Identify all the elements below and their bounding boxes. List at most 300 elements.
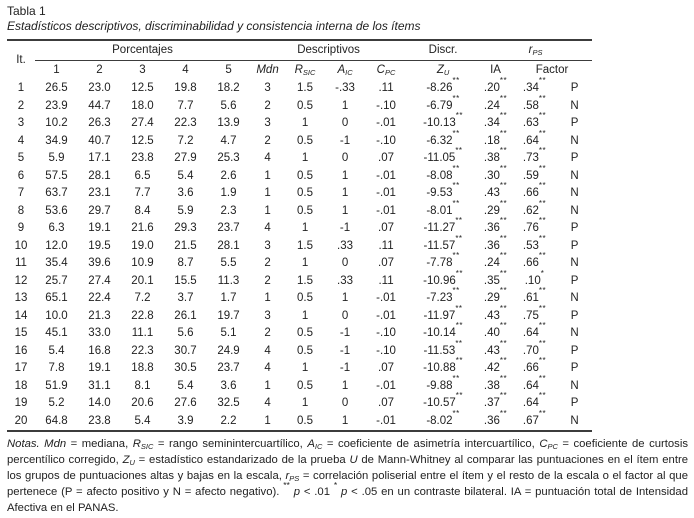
cell: 5.4: [177, 169, 194, 182]
cell: .38**: [483, 146, 508, 164]
cell: 64.8: [45, 414, 68, 427]
cell: -11.97**: [423, 303, 463, 322]
cell: 13.9: [217, 117, 240, 129]
cell: N: [570, 414, 579, 427]
cell: .66**: [522, 251, 547, 269]
cell: .40**: [483, 321, 508, 339]
cell: 5.1: [220, 327, 237, 339]
note-segment: PC: [547, 442, 558, 451]
cell: 1.5: [297, 82, 314, 94]
note-segment: = coeficiente de curtosis percentílico corregido,: [7, 438, 688, 466]
cell: -.10: [376, 327, 396, 339]
note-segment: **: [283, 480, 290, 490]
cell: N: [570, 292, 579, 304]
cell: 28.1: [217, 239, 240, 252]
cell: .76**: [522, 216, 547, 234]
cell: 63.7: [45, 187, 68, 199]
item-number: 18: [14, 379, 28, 392]
cell: 30.7: [174, 344, 197, 357]
cell: 1: [264, 379, 271, 392]
cell: 40.7: [88, 134, 111, 147]
item-number: 12: [14, 274, 28, 287]
cell: 1.9: [220, 187, 237, 199]
cell: .75**: [522, 303, 547, 322]
cell: .53**: [522, 233, 547, 252]
column-header-3: 3: [139, 64, 146, 76]
cell: 1: [341, 292, 349, 304]
cell: .64**: [522, 373, 547, 392]
cell: 1: [301, 257, 309, 269]
cell: 57.5: [45, 169, 68, 182]
note-segment: PS: [289, 474, 300, 483]
cell: .59**: [522, 163, 547, 182]
item-number: 11: [15, 257, 27, 269]
cell: .38**: [483, 373, 508, 392]
column-header-r: $R_{SIC}$: [294, 64, 316, 77]
item-number: 13: [14, 292, 28, 304]
cell: 39.6: [88, 257, 111, 269]
note-segment: < .01: [300, 486, 334, 498]
cell: 19.1: [88, 222, 111, 234]
group-header-descriptivos: Descriptivos: [250, 40, 407, 61]
item-number: 9: [17, 222, 25, 234]
cell: -1: [339, 344, 351, 357]
column-header-factor: Factor: [535, 64, 569, 76]
cell: 19.0: [131, 239, 154, 252]
cell: 23.9: [45, 99, 68, 112]
cell: -.10: [376, 344, 396, 357]
cell: 2: [264, 257, 271, 269]
cell: 4: [264, 397, 271, 409]
group-header-discr-: Discr.: [407, 40, 479, 61]
cell: 28.1: [88, 169, 111, 182]
cell: .63**: [522, 111, 547, 129]
cell: -1: [339, 222, 351, 234]
cell: 2: [264, 274, 271, 287]
item-number: 5: [17, 152, 25, 164]
note-segment: p: [341, 486, 348, 498]
cell: 1: [341, 99, 349, 112]
cell: 19.8: [174, 82, 197, 94]
cell: .36**: [483, 233, 508, 252]
cell: N: [570, 134, 579, 147]
cell: N: [570, 379, 579, 392]
cell: N: [570, 169, 579, 182]
cell: 22.3: [174, 117, 197, 129]
cell: 27.6: [174, 397, 197, 409]
table-body: [7, 76, 592, 431]
cell: 53.6: [45, 204, 68, 217]
note-segment: p: [293, 486, 300, 498]
note-segment: A: [307, 438, 315, 450]
item-number: 10: [14, 239, 28, 252]
column-header-c: $C_{PC}$: [376, 64, 396, 77]
note-segment: R: [132, 438, 141, 450]
stats-table: [7, 39, 592, 432]
cell: P: [570, 362, 579, 374]
cell: .36**: [483, 216, 508, 234]
cell: 29.3: [174, 222, 197, 234]
note-segment: = rango seminintercuartílico,: [153, 438, 308, 450]
note-segment: C: [539, 438, 548, 450]
cell: .29**: [483, 198, 508, 217]
cell: 10.2: [45, 117, 68, 129]
cell: .11: [378, 274, 394, 287]
cell: .34**: [522, 76, 547, 94]
cell: 1: [341, 187, 349, 199]
cell: N: [570, 99, 579, 112]
cell: -10.88**: [423, 356, 463, 374]
item-number: 17: [14, 362, 28, 374]
cell: 3: [264, 239, 271, 252]
cell: P: [570, 239, 579, 252]
cell: 5.6: [220, 99, 237, 112]
cell: .66**: [522, 181, 547, 199]
cell: 4: [264, 362, 271, 374]
cell: 1: [264, 292, 271, 304]
cell: 3.9: [177, 414, 194, 427]
cell: .64**: [522, 128, 547, 147]
cell: .33: [337, 274, 354, 287]
cell: 5.4: [48, 344, 65, 357]
cell: 12.0: [45, 239, 68, 252]
group-header-porcentajes: Porcentajes: [35, 40, 250, 61]
cell: .66**: [522, 356, 547, 374]
cell: P: [570, 117, 579, 129]
note-segment: U: [349, 454, 358, 466]
cell: 25.7: [45, 274, 68, 287]
cell: -7.23**: [426, 286, 460, 304]
note-segment: = estadístico estandarizado de la prueba: [134, 454, 350, 466]
note-segment: = correlación poliserial entre el ítem y el resto de la escala o el factor al que pertenece (P = afecto positivo y N = afecto negativo).: [7, 470, 688, 498]
cell: .61**: [522, 286, 547, 304]
cell: 0: [341, 152, 349, 164]
cell: 2: [264, 99, 271, 112]
cell: .43**: [483, 338, 508, 357]
cell: .36**: [483, 408, 508, 427]
note-segment: IC: [314, 442, 323, 451]
cell: -8.08**: [426, 163, 460, 182]
cell: N: [570, 327, 579, 339]
note-segment: = mediana,: [66, 438, 133, 450]
cell: .11: [378, 82, 394, 94]
cell: 22.8: [131, 309, 154, 322]
cell: 0: [341, 397, 349, 409]
cell: 2: [264, 134, 271, 147]
cell: 14.0: [88, 397, 111, 409]
cell: -1: [339, 327, 351, 339]
cell: 35.4: [45, 257, 68, 269]
cell: 3.6: [220, 379, 237, 392]
item-number: 15: [14, 327, 28, 339]
note-segment: U: [129, 458, 135, 467]
cell: .11: [378, 239, 394, 252]
item-number: 3: [17, 117, 25, 129]
cell: 2.3: [220, 204, 237, 217]
cell: 12.5: [131, 134, 154, 147]
cell: 0: [341, 257, 349, 269]
cell: .43**: [483, 303, 508, 322]
cell: -.01: [376, 169, 396, 182]
cell: .07: [378, 257, 395, 269]
cell: 34.9: [45, 134, 68, 147]
cell: 10.0: [45, 309, 68, 322]
cell: .29**: [483, 286, 508, 304]
cell: 5.4: [134, 414, 151, 427]
cell: 27.9: [174, 152, 197, 164]
cell: 2.6: [220, 169, 237, 182]
cell: 2: [264, 327, 271, 339]
cell: 7.7: [134, 187, 151, 199]
cell: 5.2: [48, 397, 65, 409]
column-header-item: It.: [16, 54, 26, 66]
cell: .10*: [524, 268, 545, 287]
cell: 22.3: [131, 344, 154, 357]
cell: P: [570, 222, 579, 234]
cell: -8.01**: [426, 198, 460, 217]
note-segment: r: [285, 470, 290, 482]
cell: -9.88**: [426, 373, 460, 392]
cell: -.01: [376, 379, 396, 392]
cell: 0.5: [297, 134, 314, 147]
cell: 23.8: [88, 414, 111, 427]
note-segment: Mdn: [44, 438, 67, 450]
cell: 4: [264, 222, 271, 234]
cell: -.01: [376, 414, 396, 427]
cell: 1: [301, 309, 309, 322]
cell: 19.1: [88, 362, 111, 374]
cell: 11.3: [217, 274, 240, 287]
note-segment: *: [333, 480, 338, 490]
cell: 3.7: [177, 292, 194, 304]
cell: 26.5: [45, 82, 68, 94]
cell: 21.3: [88, 309, 111, 322]
cell: -6.79**: [426, 93, 460, 112]
note-segment: = coeficiente de asimetría intercuartílico,: [322, 438, 540, 450]
cell: -.01: [376, 187, 396, 199]
cell: 22.4: [88, 292, 111, 304]
cell: 26.1: [174, 309, 197, 322]
item-number: 4: [17, 134, 25, 147]
cell: .43**: [483, 181, 508, 199]
cell: 18.0: [131, 99, 154, 112]
column-header-z: $Z_U$: [436, 64, 450, 77]
cell: 1.5: [297, 239, 314, 252]
cell: .35**: [483, 268, 508, 287]
cell: 5.4: [177, 379, 194, 392]
cell: .73**: [522, 146, 547, 164]
cell: 0.5: [297, 169, 314, 182]
cell: 1: [264, 414, 271, 427]
cell: .07: [378, 397, 395, 409]
cell: .64**: [522, 391, 547, 409]
item-number: 1: [17, 82, 25, 94]
cell: N: [570, 257, 579, 269]
column-header-4: 4: [182, 64, 189, 76]
cell: -1: [339, 362, 351, 374]
cell: 7.7: [177, 99, 194, 112]
cell: .07: [378, 222, 395, 234]
cell: 23.7: [217, 222, 240, 234]
item-number: 8: [17, 204, 25, 217]
cell: 0.5: [297, 344, 314, 357]
cell: -.10: [376, 99, 396, 112]
table-row: [7, 413, 592, 432]
item-number: 6: [17, 169, 25, 182]
cell: 30.5: [174, 362, 197, 374]
item-number: 20: [14, 414, 28, 427]
cell: .07: [378, 362, 395, 374]
cell: -10.96**: [423, 268, 463, 287]
cell: 3: [264, 117, 271, 129]
cell: 0.5: [297, 204, 314, 217]
cell: 26.3: [88, 117, 111, 129]
cell: 7.2: [177, 134, 194, 147]
table-notes: [7, 436, 688, 516]
cell: 0.5: [297, 414, 314, 427]
cell: 11.1: [131, 327, 154, 339]
item-number: 7: [17, 187, 25, 199]
cell: 31.1: [88, 379, 111, 392]
cell: .67**: [522, 408, 547, 427]
cell: 0: [341, 309, 349, 322]
cell: -10.13**: [423, 111, 463, 129]
cell: 5.6: [177, 327, 194, 339]
cell: 19.7: [217, 309, 240, 322]
note-segment: SIC: [140, 442, 154, 451]
cell: -8.26**: [426, 76, 460, 94]
cell: 3.6: [177, 187, 194, 199]
cell: -.01: [376, 309, 396, 322]
note-segment: de Mann-Whitney al comparar las puntuaciones en el ítem entre los grupos de puntuaciones altas y bajas en la escala,: [7, 454, 688, 482]
cell: 23.8: [131, 152, 154, 164]
item-number: 16: [14, 344, 28, 357]
cell: 8.7: [177, 257, 194, 269]
cell: 8.4: [134, 204, 151, 217]
cell: .64**: [522, 321, 547, 339]
cell: 1.7: [220, 292, 237, 304]
cell: -6.32**: [426, 128, 460, 147]
cell: -.01: [376, 292, 396, 304]
cell: 25.3: [217, 152, 240, 164]
cell: 45.1: [45, 327, 68, 339]
cell: 0: [341, 117, 349, 129]
cell: 65.1: [45, 292, 68, 304]
cell: .30**: [483, 163, 508, 182]
cell: -10.57**: [423, 391, 463, 409]
cell: P: [570, 152, 579, 164]
cell: P: [570, 82, 579, 94]
cell: .33: [337, 239, 354, 252]
column-header-1: 1: [53, 64, 60, 76]
group-header-r: $r_{PS}$: [479, 40, 592, 61]
cell: 5.9: [48, 152, 65, 164]
cell: 1: [301, 152, 309, 164]
cell: 4: [264, 344, 271, 357]
cell: 1: [301, 397, 309, 409]
cell: 23.0: [88, 82, 111, 94]
table-header: [7, 40, 592, 80]
cell: .37**: [483, 391, 508, 409]
cell: 23.1: [88, 187, 111, 199]
cell: 1: [341, 169, 349, 182]
note-segment: Notas.: [7, 438, 40, 450]
cell: -11.57**: [423, 233, 463, 252]
table-number: Tabla 1: [7, 4, 46, 18]
cell: 32.5: [217, 397, 240, 409]
cell: N: [570, 204, 579, 217]
cell: 15.5: [174, 274, 197, 287]
cell: 0.5: [297, 187, 314, 199]
cell: P: [570, 397, 579, 409]
table-caption: Estadísticos descriptivos, discriminabilidad y consistencia interna de los ítems: [7, 19, 421, 33]
cell: 16.8: [88, 344, 111, 357]
cell: 19.5: [88, 239, 111, 252]
cell: .42**: [483, 356, 508, 374]
cell: 0.5: [297, 292, 314, 304]
cell: -.01: [376, 117, 396, 129]
column-header-ia: IA: [490, 64, 501, 76]
cell: 5.9: [177, 204, 194, 217]
cell: .24**: [483, 251, 508, 269]
cell: -7.78**: [426, 251, 460, 269]
cell: 23.7: [217, 362, 240, 374]
cell: 21.5: [174, 239, 197, 252]
column-header-mdn: Mdn: [256, 64, 279, 76]
item-number: 2: [17, 99, 25, 112]
cell: 1: [341, 204, 349, 217]
cell: 33.0: [88, 327, 111, 339]
cell: 1: [301, 117, 309, 129]
cell: 20.6: [131, 397, 154, 409]
cell: -.10: [376, 134, 396, 147]
cell: 1: [264, 204, 271, 217]
cell: .34**: [483, 111, 508, 129]
cell: 1: [341, 379, 349, 392]
cell: 4: [264, 152, 271, 164]
cell: 0.5: [297, 99, 314, 112]
cell: 20.1: [131, 274, 154, 287]
cell: 1.5: [297, 274, 314, 287]
cell: .70**: [522, 338, 547, 357]
column-header-5: 5: [225, 64, 232, 76]
cell: .58**: [522, 93, 547, 112]
item-number: 14: [14, 309, 28, 322]
cell: 6.3: [48, 222, 65, 234]
cell: .18**: [483, 128, 508, 147]
column-header-2: 2: [96, 64, 103, 76]
cell: 8.1: [134, 379, 151, 392]
cell: P: [570, 344, 579, 357]
cell: 44.7: [88, 99, 111, 112]
cell: 4.7: [220, 134, 237, 147]
note-segment: < .05 en un contraste bilateral. IA = puntuación total de Intensidad Afectiva en el PANAS.: [7, 486, 688, 514]
cell: N: [570, 187, 579, 199]
cell: 18.2: [217, 82, 240, 94]
cell: -8.02**: [426, 408, 460, 427]
cell: -1: [339, 134, 351, 147]
cell: .24**: [483, 93, 508, 112]
cell: .62**: [522, 198, 547, 217]
cell: 1: [264, 187, 271, 199]
cell: 27.4: [88, 274, 111, 287]
item-number: 19: [14, 397, 28, 409]
cell: 0.5: [297, 327, 314, 339]
cell: 7.2: [134, 292, 151, 304]
cell: 17.1: [88, 152, 111, 164]
cell: -9.53**: [426, 181, 460, 199]
cell: -.33: [335, 82, 355, 94]
